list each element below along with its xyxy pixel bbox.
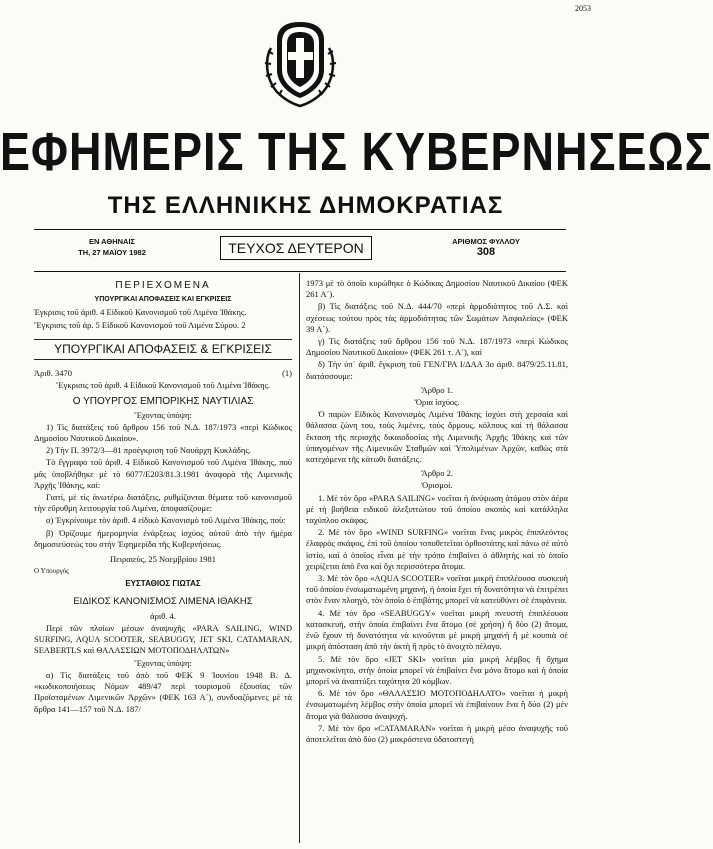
divider	[34, 229, 566, 230]
decision-number: Ἀριθ. 3470 (1)	[34, 368, 292, 379]
section-heading: ΥΠΟΥΡΓΙΚΑΙ ΑΠΟΦΑΣΕΙΣ & ΕΓΚΡΙΣΕΙΣ	[34, 339, 292, 360]
paragraph: δ) Τὴν ὑπ᾽ ἀριθ. ἔγκριση τοῦ ΓΕΝ/ΓΡΑ Ι/ΔΑΑ 3ο ἀριθ. 8479/25.11.81, διατάσσουμε:	[306, 359, 568, 381]
article-subtitle: Ὅρια ἰσχύος.	[414, 397, 460, 408]
issue-sheet	[416, 236, 556, 258]
right-column	[306, 278, 568, 746]
sheet-label: ΑΡΙΘΜΟΣ ΦΥΛΛΟΥ	[452, 237, 520, 246]
article-subtitle: Ὁρισμοί.	[421, 480, 453, 491]
paragraph: β) Ὁρίζουμε ἡμερομηνία ἐνάρξεως ἰσχύος αὐτοῦ ἀπὸ τὴν ἡμέρα δημοσιεύσεώς του στὴν Ἐφημερίδα τῆς Κυβερνήσεως.	[34, 527, 292, 549]
paragraph: 1973 μὲ τὸ ὁποῖο κυρώθηκε ὁ Κώδικας Δημοσίου Ναυτικοῦ Δικαίου (ΦΕΚ 261 Α´).	[306, 278, 568, 300]
paragraph: α) Τὶς διατάξεις τοῦ ἀπὸ τοῦ ΦΕΚ 9 Ἰουνίου 1948 Β. Δ. «κωδικοποιήσεως Νόμων 489/47 περὶ τουρισμοῦ ἐξουσίας τῶν Προϊσταμένων Λιμενικῶν Ἀρχῶν» (ΦΕΚ 163 Α´), συνδυαζόμενες μὲ τὰ ἄρθρα 141—157 τοῦ Ν.Δ. 187/	[34, 669, 292, 714]
page-number: 2053	[575, 4, 591, 13]
definition: 5. Μὲ τὸν ὅρο «JET SKI» νοεῖται μία μικρὴ λέμβος ἢ ὄχημα μηχανοκίνητο, στὴν ὁποία μπορεῖ νὰ ἐπιβαίνει ἕνα μόνο ἄτομο καὶ ἡ ὁποία μπορεῖ νὰ ἀναπτύξει ταχύτητα 20 κόμβων.	[306, 653, 568, 686]
issue-date: ΤΗ, 27 ΜΑΪΟΥ 1982	[78, 248, 146, 257]
article-title: Ἄρθρο 2.	[420, 468, 454, 479]
masthead-subtitle: ΤΗΣ ΕΛΛΗΝΙΚΗΣ ΔΗΜΟΚΡΑΤΙΑΣ	[107, 192, 504, 219]
paragraph: Γιατί, μὲ τὶς ἀνωτέρω διατάξεις, ρυθμίζονται θέματα τοῦ κανονισμοῦ τὴν εὔρυθμη λειτουργία τοῦ Λιμένα, ἀποφασίζουμε:	[34, 492, 292, 514]
having-regard: Ἔχοντας ὑπόψη:	[134, 657, 192, 668]
left-column	[34, 278, 292, 716]
regulation-number: ἀριθ. 4.	[150, 610, 176, 621]
paragraph: γ) Τὶς διατάξεις τοῦ ἄρθρου 156 τοῦ Ν.Δ. 187/1973 «περὶ Κώδικος Δημοσίου Ναυτικοῦ Δικαίου» (ΦΕΚ 261 τ. Α´), καί	[306, 336, 568, 358]
definition: 3. Μὲ τὸν ὅρο «AQUA SCOOTER» νοεῖται μικρὴ ἐπιπλέουσα συσκευὴ τοῦ ὁποίου ἐνσωματωμένη μηχανή, ἡ ὁποία ἔχει τὴ δυνατότητα νὰ ἐπιτρέπει στὸν ἔναν πλοηγὸ, τὸν ὁποῖο ὁ ἐπιβάτης μπορεῖ νὰ κατευθύνει σὲ ἐπιφάνεια.	[306, 573, 568, 606]
divider	[34, 271, 566, 272]
paragraph: 1) Τὶς διατάξεις τοῦ ἄρθρου 156 τοῦ Ν.Δ. 187/1973 «περὶ Κώδικος Δημοσίου Ναυτικοῦ Δικαίου».	[34, 421, 292, 444]
issue-series: ΤΕΥΧΟΣ ΔΕΥΤΕΡΟΝ	[220, 236, 372, 260]
having-regard: Ἔχοντας ὑπόψη:	[134, 409, 192, 420]
regulation-heading: ΕΙΔΙΚΟΣ ΚΑΝΟΝΙΣΜΟΣ ΛΙΜΕΝΑ ΙΘΑΚΗΣ	[73, 595, 253, 607]
definition: 7. Μὲ τὸν ὅρο «CATAMARAN» νοεῖται ἡ μικρὴ μέσο ἀναψυχῆς τοῦ ἀποτελεῖται ἀπὸ δύο (2) μακρόστενα ὑδατοστεγή	[306, 722, 568, 744]
paragraph: β) Τὶς διατάξεις τοῦ Ν.Δ. 444/70 «περὶ ἁρμοδιότητος τοῦ Λ.Σ. καὶ σχέσεως τούτου πρὸς τὰς ἁρμοδιότητας τῶν Σωμάτων Ἀσφαλείας» (ΦΕΚ 39 Α´).	[306, 301, 568, 334]
contents-item: Ἔγκρισις τοῦ ἀρ. 5 Εἰδικοῦ Κανονισμοῦ τοῦ Λιμένα Σύρου. 2	[34, 319, 246, 330]
article-title: Ἄρθρο 1.	[420, 384, 454, 395]
paragraph: α) Ἐγκρίνουμε τὸν ἀριθ. 4 εἰδικὸ Κανονισμὸ τοῦ Λιμένα Ἰθάκης, ποὺ:	[46, 515, 286, 526]
decision-title: Ἔγκρισις τοῦ ἀριθ. 4 Εἰδικοῦ Κανονισμοῦ τοῦ Λιμένα Ἰθάκης.	[55, 380, 271, 391]
masthead-title: ΕΦΗΜΕΡΙΣ ΤΗΣ ΚΥΒΕΡΝΗΣΕΩΣ	[0, 120, 713, 182]
minister-heading: Ο ΥΠΟΥΡΓΟΣ ΕΜΠΟΡΙΚΗΣ ΝΑΥΤΙΛΙΑΣ	[72, 396, 254, 408]
issue-place: ΕΝ ΑΘΗΝΑΙΣ	[88, 237, 136, 246]
contents-page: 2	[241, 319, 246, 330]
paragraph: Ὁ παρὼν Εἰδικὸς Κανονισμὸς Λιμένα Ἰθάκης ἰσχύει στὴ χερσαία καὶ θάλασσα ζώνη του, τοὺς λιμένες, τοὺς ὅρμους, κόλπους καὶ τὴ θάλασσα ἔκταση τῆς περιοχῆς δικαιοδοσίας τῆς Λιμενικῆς Ἀρχῆς Ἰθάκης καὶ τῶν ὑπαγομένων τῆς Λιμενικῶν Σταθμῶν καὶ Ὑπολιμένων Ἀρχῶν, καθὼς στὰ κατεχόμενα τῆς κάτωθι διατάξεις.	[306, 409, 568, 465]
contents-heading: ΠΕΡΙΕΧΟΜΕΝΑ	[115, 280, 211, 291]
issue-place-date	[42, 236, 182, 258]
sheet-number: 308	[476, 246, 496, 258]
definition: 2. Μὲ τὸν ὅρο «WIND SURFING» νοεῖται ἕνας μικρὸς ἐπιπλεόντος ἐλαφρὸς σκάφος, ἐπὶ τοῦ ὁποίου τοποθετεῖται ὀρθοστάτης καὶ πάνω σὲ αὐτὸ ἱστίο, καὶ ὁ ὁποῖος εἶναι μὲ τὴν τρόπο ἐπιβαίνει ὁ ἀθλητὴς καὶ τὸ ὁποῖο χειρίζεται ἀπὸ ἕνα καὶ ὄχι περισσότερα ἄτομα.	[306, 527, 568, 571]
paragraph: 2) Τὴν Π. 3972/3—81 προέγκριση τοῦ Ναυάρχη Κυκλάδης.	[46, 445, 251, 456]
coat-of-arms-icon	[263, 18, 338, 108]
minister-label: Ο Υπουργός	[34, 567, 69, 576]
column-divider	[299, 273, 300, 843]
definition: 1. Μὲ τὸν ὅρο «PARA SAILING» νοεῖται ἡ ἀνύψωση ἀτόμου στὸν ἀέρα μὲ τὴ βοήθεια ειδικοῦ ἀλεξιπτώτου τοῦ ὁποίου σκοπὸς καὶ κατάλληλα ταχύπλοο σκάφος.	[306, 492, 568, 526]
issue-header	[34, 234, 566, 270]
contents-item: Έγκρισις τοῦ ἀριθ. 4 Εἰδικοῦ Κανονισμοῦ τοῦ Λιμένα Ἰθάκης.	[34, 307, 247, 318]
definition: 4. Μὲ τὸν ὅρο «SEABUGGY» νοεῖται μικρὴ πνευστὴ ἐπιπλέουσα κατασκευή, στὴν ὁποία ἐπιβαίνει ἕνα ἄτομο (σὲ χρήση) ἢ δύο (2) ἄτομα, ἐνῶ ἔχουν τὴ δυνατότητα νὰ κινοῦνται μὲ μικρὴ μηχανὴ ἢ μὲ κουπιὰ σὲ μικρή ἀπόσταση ἀπὸ τὴν ἀκτὴ ἢ πρὸς τὸ ἀνοιχτὸ πέλαγο.	[306, 607, 568, 652]
regulation-subject: Περὶ τῶν πλοίων μέσων ἀναψυχῆς «PARA SAILING, WIND SURFING, AQUA SCOOTER, SEABUGGY, JET SKI, CATAMARAN, SEABERTLS καὶ ΘΑΛΑΣΣΙΩΝ ΜΟΤΟΠΟΔΗΛΑΤΩΝ»	[34, 623, 292, 656]
paragraph: Τὸ ἔγγραφο τοῦ ἀριθ. 4 Εἰδικοῦ Κανονισμοῦ τοῦ Λιμένα Ἰθάκης, ποὺ μᾶς ὑποβλήθηκε μὲ τὸ 6077/Ε203/81.3.1981 ἀναφορὰ τῆς Λιμενικῆς Ἀρχῆς Ἰθάκης, καί:	[34, 457, 292, 490]
minister-name: ΕΥΣΤΑΘΙΟΣ ΓΙΩΤΑΣ	[125, 579, 201, 589]
definition: 6. Μὲ τὸν ὅρο «ΘΑΛΑΣΣΙΟ ΜΟΤΟΠΟΔΗΛΑΤΟ» νοεῖται ἡ μικρὴ ἐνσωματωμένη λέμβος στὴν ὁποία μπορεῖ νὰ ἐπιβαίνουν ἕνα ἢ δύο (2) μὲν ἄτομα γιὰ θάλασσα ἀναψυχή.	[306, 688, 568, 721]
place-date: Πειραιεύς, 25 Νοεμβρίου 1981	[110, 554, 216, 565]
contents-subheading: ΥΠΟΥΡΓΙΚΑΙ ΑΠΟΦΑΣΕΙΣ ΚΑΙ ΕΓΚΡΙΣΕΙΣ	[94, 296, 232, 304]
